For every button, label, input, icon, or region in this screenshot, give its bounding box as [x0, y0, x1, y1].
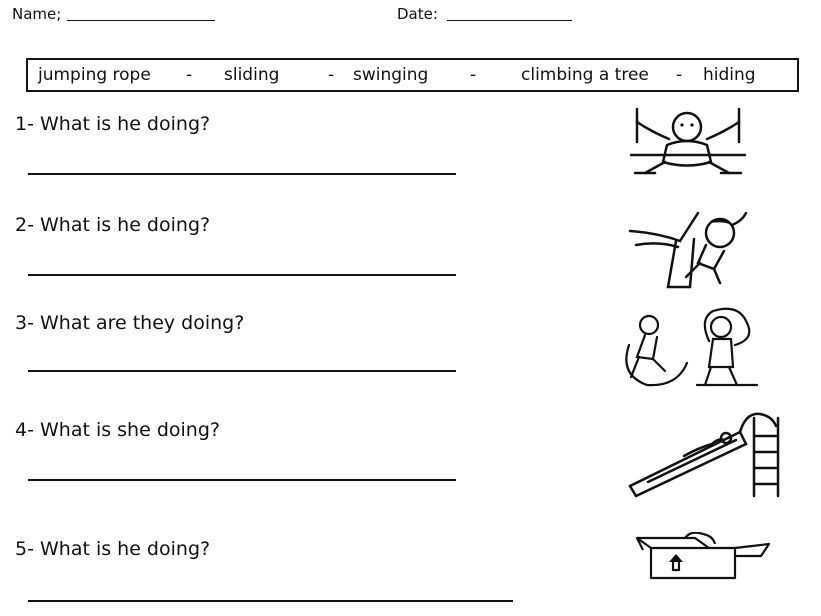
word-bank-separator: -: [328, 65, 335, 85]
sliding-image: [628, 410, 783, 498]
question-2: 2- What is he doing?: [15, 214, 211, 236]
word-bank-item: sliding: [224, 65, 280, 85]
name-label: Name;: [12, 5, 62, 23]
word-bank-item: swinging: [353, 65, 429, 85]
word-bank-item: climbing a tree: [521, 65, 649, 85]
date-field-line[interactable]: [447, 20, 572, 21]
question-5: 5- What is he doing?: [15, 538, 211, 560]
question-1: 1- What is he doing?: [15, 113, 211, 135]
word-bank: [26, 58, 799, 92]
answer-line-1[interactable]: [28, 173, 456, 175]
answer-line-3[interactable]: [28, 370, 456, 372]
name-field-line[interactable]: [67, 20, 215, 21]
question-4: 4- What is she doing?: [15, 419, 220, 441]
jumping-rope-image: [617, 305, 762, 390]
swinging-boy-image: [627, 107, 752, 177]
word-bank-separator: -: [186, 65, 193, 85]
hiding-in-box-image: [633, 532, 773, 582]
climbing-tree-image: [628, 211, 750, 289]
word-bank-item: hiding: [703, 65, 756, 85]
answer-line-2[interactable]: [28, 274, 456, 276]
answer-line-5[interactable]: [28, 600, 513, 602]
date-label: Date:: [397, 5, 438, 23]
word-bank-separator: -: [470, 65, 477, 85]
question-3: 3- What are they doing?: [15, 312, 245, 334]
word-bank-item: jumping rope: [38, 65, 151, 85]
word-bank-separator: -: [676, 65, 683, 85]
answer-line-4[interactable]: [28, 479, 456, 481]
